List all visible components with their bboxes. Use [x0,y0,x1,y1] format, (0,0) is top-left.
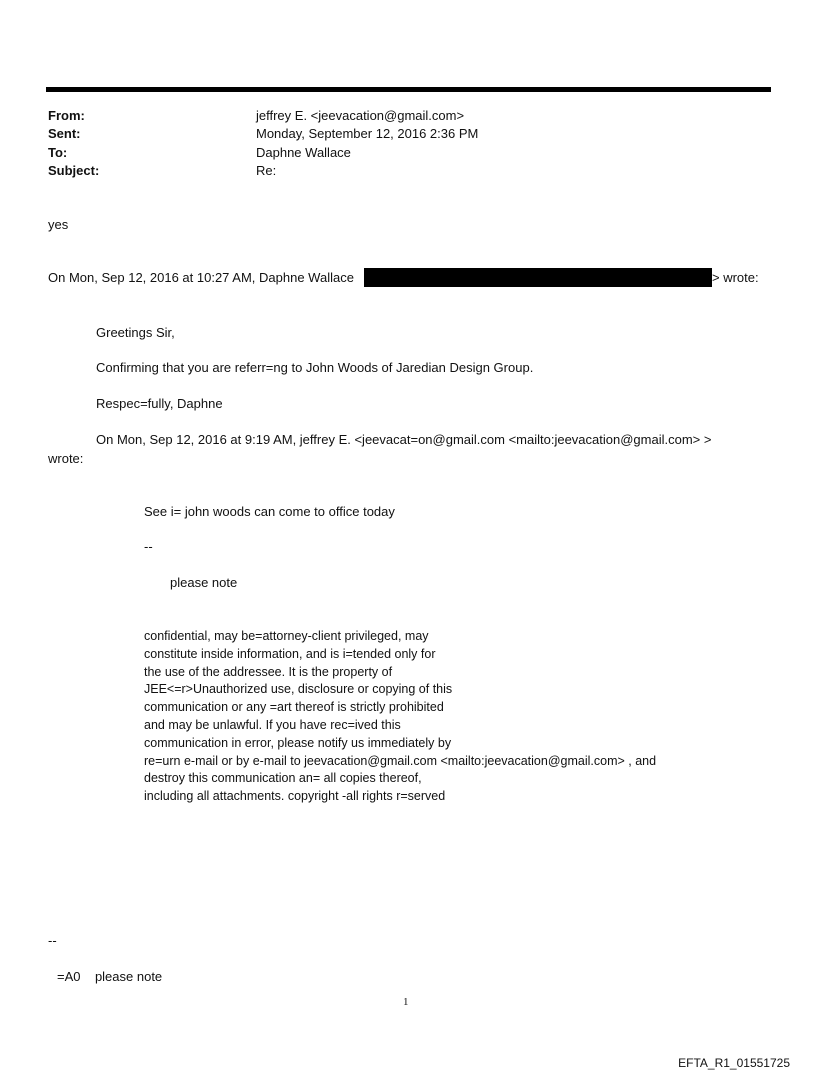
signature-dashes: -- [48,933,57,948]
greeting: Greetings Sir, [96,325,175,340]
disclaimer-line: and may be unlawful. If you have rec=ived this [144,717,401,732]
disclaimer-line: JEE<=r>Unauthorized use, disclosure or copying of this [144,682,453,697]
subject-value: Re: [256,163,277,178]
to-label: To: [48,145,68,160]
page-number: 1 [403,996,409,1008]
reply-text: yes [48,217,69,232]
document-id: EFTA_R1_01551725 [678,1056,790,1070]
sent-value: Monday, September 12, 2016 2:36 PM [256,126,479,141]
quote1-wrote: > wrote: [712,270,759,285]
signature-note: =A0 please note [57,969,163,984]
disclaimer-block [144,628,656,806]
inner-please-note: please note [170,575,238,590]
inner-dashes: -- [144,539,153,554]
header-rule [46,87,771,92]
disclaimer-line: re=urn e-mail or by e-mail to jeevacation@gmail.com <mailto:jeevacation@gmail.com> , and [144,753,657,768]
signoff: Respec=fully, Daphne [96,396,223,411]
confirm-line: Confirming that you are referr=ng to John Woods of Jaredian Design Group. [96,360,534,375]
disclaimer-line: including all attachments. copyright -all rights r=served [144,789,446,804]
redaction-bar [364,268,712,287]
from-value: jeffrey E. <jeevacation@gmail.com> [256,108,465,123]
quote2-wrote: wrote: [48,451,84,466]
disclaimer-line: constitute inside information, and is i=tended only for [144,646,436,661]
quote2-intro: On Mon, Sep 12, 2016 at 9:19 AM, jeffrey E. <jeevacat=on@gmail.com <mailto:jeevacation@gmail.com> > [96,432,712,447]
to-value: Daphne Wallace [256,145,351,160]
quote1-intro: On Mon, Sep 12, 2016 at 10:27 AM, Daphne Wallace [48,270,354,285]
disclaimer-line: communication in error, please notify us immediately by [144,735,452,750]
disclaimer-line: confidential, may be=attorney-client privileged, may [144,629,429,643]
disclaimer-line: the use of the addressee. It is the property of [144,664,393,679]
inner-message: See i= john woods can come to office today [144,504,395,519]
sent-label: Sent: [48,126,81,141]
disclaimer-line: destroy this communication an= all copies thereof, [144,771,422,786]
subject-label: Subject: [48,163,100,178]
from-label: From: [48,108,85,123]
disclaimer-line: communication or any =art thereof is strictly prohibited [144,700,444,715]
